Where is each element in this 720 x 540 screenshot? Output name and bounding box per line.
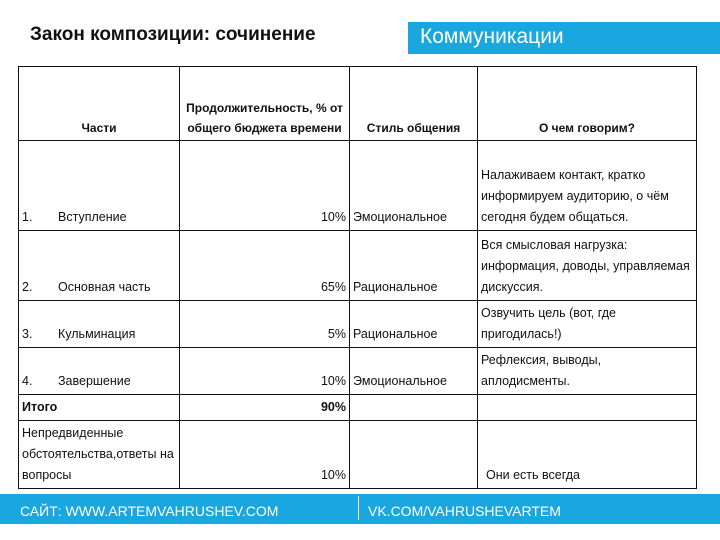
header-about: О чем говорим? [478, 67, 697, 141]
part-cell [19, 348, 180, 395]
part-name: Основная часть [58, 280, 151, 294]
header-duration: Продолжительность, % от общего бюджета времени [180, 67, 350, 141]
percent-cell: 5% [180, 301, 350, 348]
extra-about: Они есть всегда [478, 421, 697, 489]
table-row [19, 348, 697, 395]
style-cell: Рациональное [350, 231, 478, 301]
about-cell: Налаживаем контакт, кратко информируем аудиторию, о чём сегодня будем общаться. [478, 141, 697, 231]
part-number: 4. [22, 374, 33, 388]
extra-percent: 10% [180, 421, 350, 489]
total-label: Итого [19, 395, 180, 421]
vk-link[interactable]: VK.COM/VAHRUSHEVARTEM [368, 503, 561, 519]
extra-row [19, 421, 697, 489]
total-row [19, 395, 697, 421]
part-number: 3. [22, 327, 33, 341]
percent-cell: 10% [180, 141, 350, 231]
part-name: Завершение [58, 374, 131, 388]
part-number: 1. [22, 210, 33, 224]
table-row [19, 301, 697, 348]
part-number: 2. [22, 280, 33, 294]
footer-bar [0, 494, 720, 524]
about-cell: Рефлексия, выводы, аплодисменты. [478, 348, 697, 395]
part-name: Кульминация [58, 327, 136, 341]
extra-part: Непредвиденные обстоятельства,ответы на вопросы [19, 421, 180, 489]
table-header-row [19, 67, 697, 141]
empty-cell [478, 395, 697, 421]
about-cell: Вся смысловая нагрузка: информация, доводы, управляемая дискуссия. [478, 231, 697, 301]
percent-cell: 65% [180, 231, 350, 301]
header-parts: Части [19, 67, 180, 141]
style-cell: Рациональное [350, 301, 478, 348]
part-name: Вступление [58, 210, 127, 224]
style-cell: Эмоциональное [350, 141, 478, 231]
section-badge: Коммуникации [408, 22, 720, 54]
part-cell [19, 141, 180, 231]
table-row [19, 231, 697, 301]
part-cell [19, 231, 180, 301]
percent-cell: 10% [180, 348, 350, 395]
empty-cell [350, 421, 478, 489]
table-row [19, 141, 697, 231]
slide-title: Закон композиции: сочинение [30, 24, 316, 45]
style-cell: Эмоциональное [350, 348, 478, 395]
empty-cell [350, 395, 478, 421]
total-percent: 90% [180, 395, 350, 421]
composition-table [18, 66, 697, 489]
header-style: Стиль общения [350, 67, 478, 141]
part-cell [19, 301, 180, 348]
site-link[interactable]: САЙТ: WWW.ARTEMVAHRUSHEV.COM [20, 503, 279, 519]
footer-divider [358, 496, 359, 520]
about-cell: Озвучить цель (вот, где пригодилась!) [478, 301, 697, 348]
